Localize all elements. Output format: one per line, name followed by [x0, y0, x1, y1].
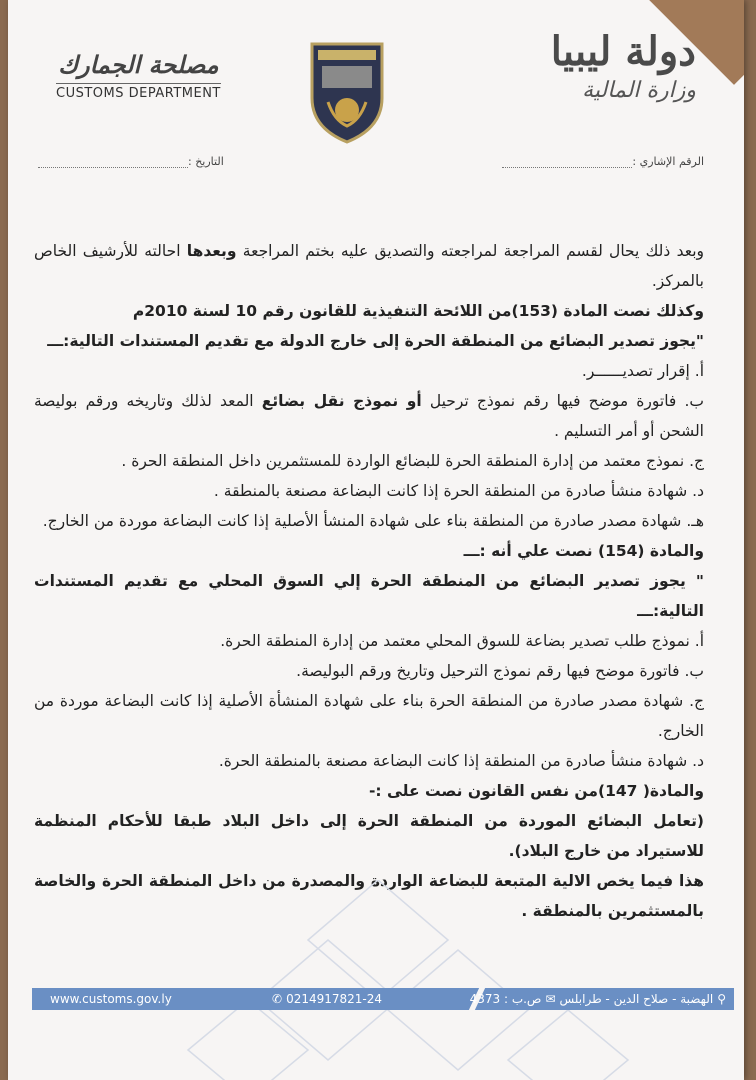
list-item: د. شهادة منشأ صادرة من المنطقة إذا كانت البضاعة مصنعة بالمنطقة الحرة.	[218, 752, 704, 770]
letter-body	[34, 236, 704, 926]
paragraph: (تعامل البضائع الموردة من المنطقة الحرة إلى داخل البلاد طبقا للأحكام المنظمة للاستيراد من خارج البلاد).	[34, 812, 704, 860]
paragraph: هذا فيما يخص الالية المتبعة للبضاعة الواردة والمصدرة من داخل المنطقة الحرة والخاصة بالمستثمرين بالمنطقة .	[34, 872, 704, 920]
list-item: د. شهادة منشأ صادرة من المنطقة الحرة إذا كانت البضاعة مصنعة بالمنطقة .	[213, 482, 704, 500]
list-item: ب. فاتورة موضح فيها رقم نموذج الترحيل وتاريخ ورقم البوليصة.	[296, 662, 704, 680]
customs-name-arabic: مصلحة الجمارك	[58, 50, 219, 79]
paragraph: والمادة (154) نصت علي أنه :ـــ	[463, 542, 704, 560]
paragraph: " يجوز تصدير البضائع من المنطقة الحرة إلي السوق المحلي مع تقديم المستندات التالية:ـــ	[34, 572, 704, 620]
letterhead-right	[551, 28, 696, 103]
paragraph: وكذلك نصت المادة (153)من اللائحة التنفيذية للقانون رقم 10 لسنة 2010م	[132, 302, 704, 320]
date-label: التاريخ :	[188, 155, 224, 168]
date-line	[38, 155, 224, 168]
letterhead-left	[56, 50, 221, 101]
address: ⚲ الهضبة - صلاح الدين - طرابلس ✉ ص.ب : 4373	[469, 992, 726, 1006]
list-item: ج. نموذج معتمد من إدارة المنطقة الحرة للبضائع الواردة للمستثمرين داخل المنطقة الحرة .	[121, 452, 704, 470]
customs-name-english: CUSTOMS DEPARTMENT	[56, 83, 221, 101]
list-item: هـ. شهادة مصدر صادرة من المنطقة بناء على شهادة المنشأ الأصلية إذا كانت البضاعة موردة من الخارج.	[42, 512, 704, 530]
paragraph: وبعد ذلك يحال لقسم المراجعة لمراجعته والتصديق عليه بختم المراجعة وبعدها احالته للأرشيف الخاص بالمركز.	[34, 242, 704, 290]
letter-page	[8, 0, 744, 1080]
reference-label: الرقم الإشاري :	[632, 155, 704, 168]
state-name: دولة ليبيا	[550, 28, 696, 75]
mailbox-icon: ✉	[545, 992, 556, 1006]
website-link[interactable]: www.customs.gov.ly	[50, 992, 172, 1006]
location-pin-icon: ⚲	[717, 992, 726, 1006]
footer-decoration	[8, 880, 744, 1080]
paragraph: والمادة( 147)من نفس القانون نصت على :-	[368, 782, 704, 800]
list-item: ب. فاتورة موضح فيها رقم نموذج ترحيل أو نموذج نقل بضائع المعد لذلك وتاريخه ورقم بوليصة الشحن أو أمر التسليم .	[34, 392, 704, 440]
list-item: أ. إقرار تصديــــــر.	[581, 362, 704, 380]
customs-emblem-icon	[308, 40, 386, 144]
reference-number-line	[502, 155, 704, 168]
list-item: أ. نموذج طلب تصدير بضاعة للسوق المحلي معتمد من إدارة المنطقة الحرة.	[220, 632, 704, 650]
phone-icon: ✆	[272, 992, 283, 1006]
list-item: ج. شهادة مصدر صادرة من المنطقة الحرة بناء على شهادة المنشأة الأصلية إذا كانت البضاعة موردة من الخارج.	[34, 692, 704, 740]
footer-contact-bar	[32, 988, 734, 1010]
ministry-name: وزارة المالية	[582, 78, 696, 103]
phone-number: ✆ 0214917821-24	[272, 992, 383, 1006]
paragraph: "يجوز تصدير البضائع من المنطقة الحرة إلى خارج الدولة مع تقديم المستندات التالية:ـــ	[47, 332, 704, 350]
